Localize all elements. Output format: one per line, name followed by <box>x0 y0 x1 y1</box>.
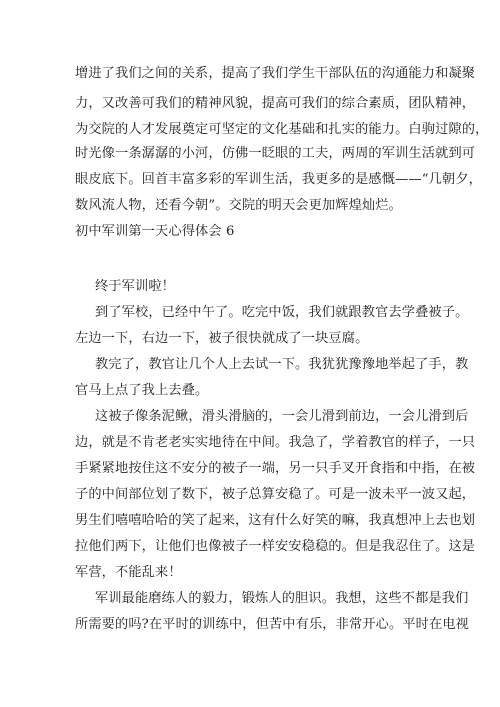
paragraph-line: 男生们嘻嘻哈哈的笑了起来，这有什么好笑的嘛，我真想冲上去也划 <box>75 513 476 528</box>
paragraph-line: 到了军校，已经中午了。吃完中饭，我们就跟教官去学叠被子。 <box>95 305 469 320</box>
paragraph-line: 这被子像条泥鳅，滑头滑脑的，一会儿滑到前边，一会儿滑到后 <box>95 409 469 424</box>
paragraph-line: 眼皮底下。回首丰富多彩的军训生活，我更多的是感慨——“几朝夕， <box>75 172 483 187</box>
paragraph-line: 边，就是不肯老老实实地待在中间。我急了，学着教官的样子，一只 <box>75 435 476 450</box>
paragraph-line: 手紧紧地按住这不安分的被子一端，另一只手叉开食指和中指，在被 <box>75 461 476 476</box>
paragraph-line: 军训最能磨练人的毅力，锻炼人的胆识。我想，这些不都是我们 <box>95 591 469 606</box>
paragraph-line: 增进了我们之间的关系，提高了我们学生干部队伍的沟通能力和凝聚 <box>75 66 476 81</box>
section-heading: 初中军训第一天心得体会 6 <box>75 224 235 239</box>
paragraph-line: 军营，不能乱来！ <box>75 565 182 580</box>
paragraph-line: 为交院的人才发展奠定可坚定的文化基础和扎实的能力。白驹过隙的， <box>75 122 489 137</box>
paragraph-line: 左边一下，右边一下，被子很快就成了一块豆腐。 <box>75 331 369 346</box>
paragraph-line: 数风流人物，还看今朝”。交院的明天会更加辉煌灿烂。 <box>75 198 402 213</box>
paragraph-line: 终于军训啦！ <box>95 279 176 294</box>
paragraph-line: 官马上点了我上去叠。 <box>75 383 209 398</box>
paragraph-line: 力，又改善可我们的精神风貌，提高可我们的综合素质，团队精神， <box>75 96 476 111</box>
paragraph-line: 所需要的吗?在平时的训练中，但苦中有乐，非常开心。平时在电视 <box>75 617 470 632</box>
paragraph-line: 子的中间部位划了数下，被子总算安稳了。可是一波未平一波又起， <box>75 487 476 502</box>
paragraph-line: 时光像一条潺潺的小河，仿佛一眨眼的工夫，两周的军训生活就到可 <box>75 146 476 161</box>
paragraph-line: 教完了，教官让几个人上去试一下。我犹犹豫豫地举起了手，教 <box>95 357 469 372</box>
paragraph-line: 拉他们两下，让他们也像被子一样安安稳稳的。但是我忍住了。这是 <box>75 539 476 554</box>
